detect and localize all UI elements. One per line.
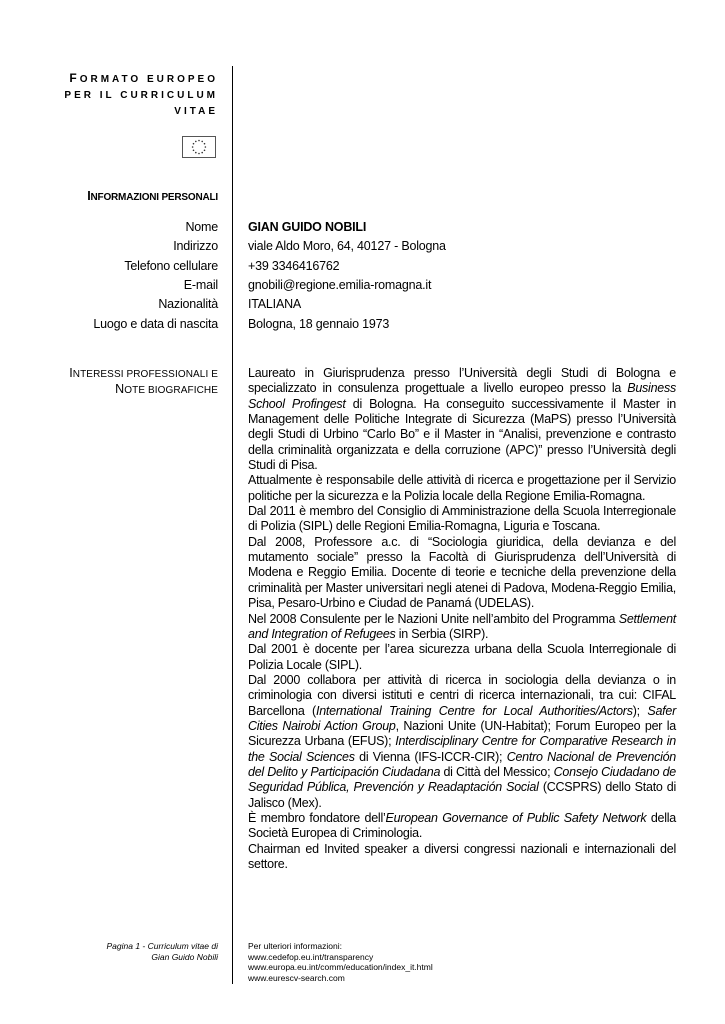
header-line-1: FORMATO EUROPEO: [69, 71, 218, 85]
header-line-3: VITAE: [174, 106, 218, 117]
footer-link[interactable]: www.cedefop.eu.int/transparency: [248, 951, 374, 962]
label-indirizzo: Indirizzo: [173, 239, 218, 253]
footer-info-label: Per ulteriori informazioni:: [248, 941, 343, 951]
bio-paragraph: Dal 2001 è docente per l’area sicurezza urbana della Scuola Interregionale di Polizia Locale (SIPL).: [248, 642, 676, 672]
bio-paragraph: Nel 2008 Consulente per le Nazioni Unite nell’ambito del Programma Settlement and Integration of Refugees in Serbia (SIRP).: [248, 611, 676, 641]
value-nascita: Bologna, 18 gennaio 1973: [248, 317, 390, 331]
section-title-interessi: INTERESSI PROFESSIONALI E NOTE BIOGRAFICHE: [69, 366, 218, 396]
bio-paragraph: Laureato in Giurisprudenza presso l’Università degli Studi di Bologna e specializzato in consulenza progettuale a livello europeo presso la Business School Profingest di Bologna. Ha conseguito successivamente il Master in Management delle Politiche Integrate di Sicurezza (MaPS) presso l’Università degli Studi di Urbino “Carlo Bo” e il Master in “Analisi, prevenzione e contrasto della criminalità organizzata e della corruzione (APC)” presso l’Università degli Studi di Pisa.: [248, 366, 676, 473]
label-nascita: Luogo e data di nascita: [93, 317, 218, 331]
label-nazionalita: Nazionalità: [158, 297, 218, 311]
label-telefono: Telefono cellulare: [124, 259, 218, 273]
bio-paragraph: È membro fondatore dell’European Governance of Public Safety Network della Società Europea di Criminologia.: [248, 810, 676, 841]
bio-paragraph: Dal 2008, Professore a.c. di “Sociologia giuridica, della devianza e del mutamento sociale” presso la Facoltà di Giurisprudenza dell’Università di Modena e Reggio Emilia. Docente di teorie e tecniche della prevenzione della criminalità per Master universitari negli atenei di Padova, Modena-Reggio Emilia, Pisa, Pesaro-Urbino e Ciudad de Panamá (UDELAS).: [248, 534, 676, 611]
label-nome: Nome: [185, 220, 218, 234]
bio-paragraph: Chairman ed Invited speaker a diversi congressi nazionali e internazionali del settore.: [248, 841, 676, 871]
footer-link[interactable]: www.europa.eu.int/comm/education/index_it.html: [248, 962, 433, 972]
value-nome: GIAN GUIDO NOBILI: [248, 220, 367, 234]
eu-flag-icon: [182, 136, 216, 158]
bio-paragraph: Dal 2000 collabora per attività di ricerca in sociologia della devianza o in criminologia con diversi istituti e centri di ricerca internazionali, tra cui: CIFAL Barcellona (International Training Centre for Local Authorities/Actors); Safer Cities Nairobi Action Group, Nazioni Unite (UN-Habitat); Forum Europeo per la Sicurezza Urbana (EFUS); Interdisciplinary Centre for Comparative Research in the Social Sciences di Vienna (IFS-ICCR-CIR); Centro Nacional de Prevención del Delito y Participación Ciudadana di Città del Messico; Consejo Ciudadano de Seguridad Pública, Prevención y Readaptación Social (CCSPRS) dello Stato di Jalisco (Mex).: [248, 672, 677, 810]
label-email: E-mail: [183, 278, 218, 292]
footer-link[interactable]: www.eurescv-search.com: [248, 972, 345, 983]
header-line-2: PER IL CURRICULUM: [64, 90, 218, 101]
bio-paragraph: Dal 2011 è membro del Consiglio di Amministrazione della Scuola Interregionale di Polizia (SIPL) delle Regioni Emilia-Romagna, Liguria e Toscana.: [248, 504, 676, 534]
biography-text: [248, 366, 676, 872]
footer-page-info: Pagina 1 - Curriculum vitae di Gian Guido Nobili: [106, 941, 218, 962]
value-telefono: +39 3346416762: [248, 259, 340, 273]
value-nazionalita: ITALIANA: [248, 297, 302, 311]
footer-links: [248, 941, 433, 983]
document-header: [64, 70, 218, 120]
value-indirizzo: viale Aldo Moro, 64, 40127 - Bologna: [248, 239, 446, 253]
section-title-personal: INFORMAZIONI PERSONALI: [87, 189, 218, 203]
value-email: gnobili@regione.emilia-romagna.it: [248, 278, 432, 292]
bio-paragraph: Attualmente è responsabile delle attività di ricerca e progettazione per il Servizio politiche per la sicurezza e la Polizia locale della Regione Emilia-Romagna.: [248, 473, 676, 503]
column-divider: [232, 66, 233, 984]
